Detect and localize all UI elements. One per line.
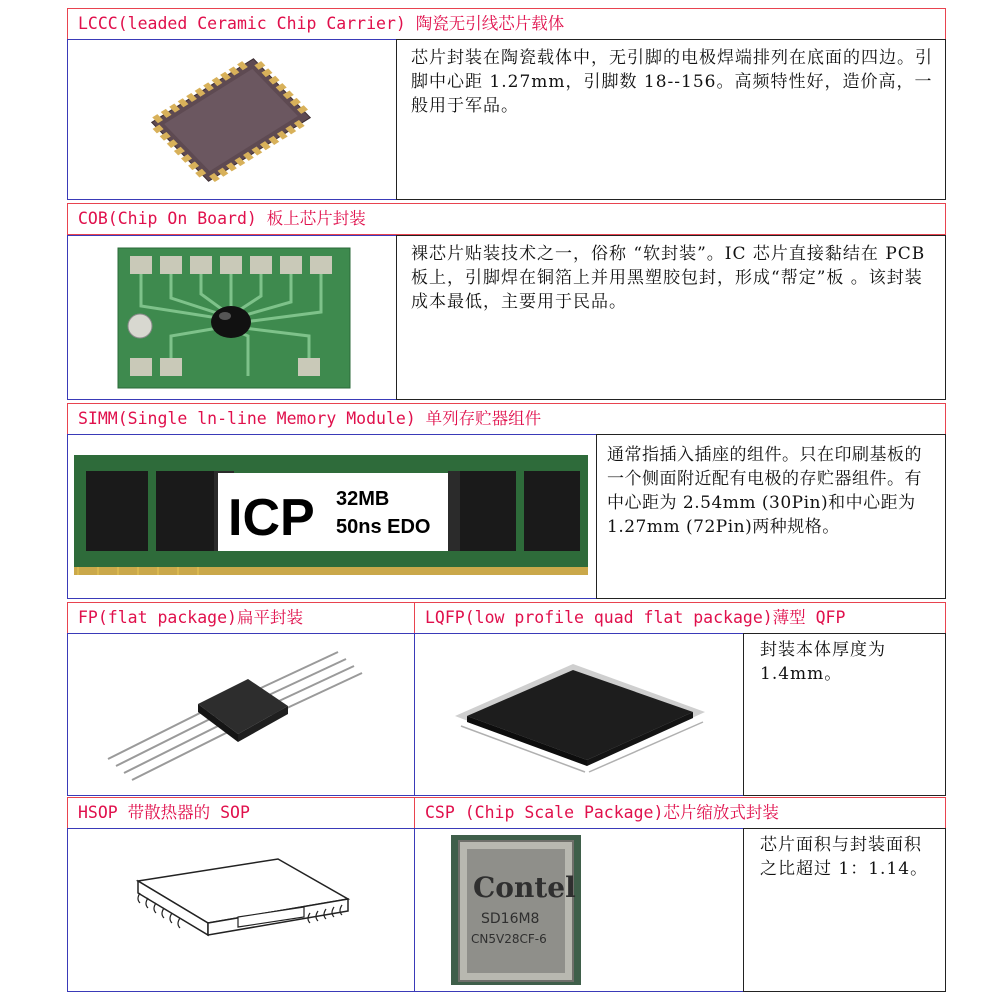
- fp-header: FP(flat package)扁平封装: [67, 602, 415, 634]
- fp-package-image: [68, 634, 412, 793]
- lccc-chip-image: [68, 40, 394, 197]
- cob-description: 裸芯片贴装技术之一，俗称 “软封装”。IC 芯片直接黏结在 PCB 板上，引脚焊在铜箔上并用黑塑胶包封，形成“帮定”板 。该封装成本最低，主要用于民品。: [396, 235, 946, 400]
- hsop-header: HSOP 带散热器的 SOP: [67, 797, 415, 829]
- lccc-description: 芯片封装在陶瓷载体中，无引脚的电极焊端排列在底面的四边。引脚中心距 1.27mm，引脚数 18--156。高频特性好，造价高，一般用于军品。: [396, 39, 946, 200]
- lccc-header: LCCC(leaded Ceramic Chip Carrier) 陶瓷无引线芯片载体: [67, 8, 946, 40]
- lqfp-image-cell: [414, 633, 744, 796]
- cob-board-image: [68, 236, 394, 397]
- simm-label-brand: ICP: [228, 489, 315, 547]
- lqfp-description: 封装本体厚度为 1.4mm。: [743, 633, 946, 796]
- simm-module-image: [68, 435, 594, 596]
- csp-chip-line1: SD16M8: [481, 911, 540, 927]
- csp-description: 芯片面积与封装面积之比超过 1：1.14。: [743, 828, 946, 992]
- lqfp-chip-image: [415, 634, 741, 793]
- simm-image-cell: [67, 434, 597, 599]
- lqfp-header: LQFP(low profile quad flat package)薄型 QFP: [414, 602, 946, 634]
- csp-header: CSP (Chip Scale Package)芯片缩放式封装: [414, 797, 946, 829]
- simm-label-speed: 50ns EDO: [336, 516, 431, 538]
- csp-chip-line2: CN5V28CF-6: [471, 932, 547, 946]
- csp-image-cell: [414, 828, 744, 992]
- cob-header: COB(Chip On Board) 板上芯片封装: [67, 203, 946, 235]
- hsop-package-image: [68, 829, 412, 989]
- lccc-image-cell: [67, 39, 397, 200]
- fp-image-cell: [67, 633, 415, 796]
- csp-chip-brand: Contel: [473, 871, 576, 904]
- hsop-image-cell: [67, 828, 415, 992]
- cob-image-cell: [67, 235, 397, 400]
- simm-label-size: 32MB: [336, 488, 390, 510]
- simm-description: 通常指插入插座的组件。只在印刷基板的一个侧面附近配有电极的存贮器组件。有中心距为 2.54mm (30Pin)和中心距为 1.27mm (72Pin)两种规格。: [596, 434, 946, 599]
- simm-header: SIMM(Single ln-line Memory Module) 单列存贮器组件: [67, 403, 946, 435]
- csp-chip-image: [415, 829, 741, 989]
